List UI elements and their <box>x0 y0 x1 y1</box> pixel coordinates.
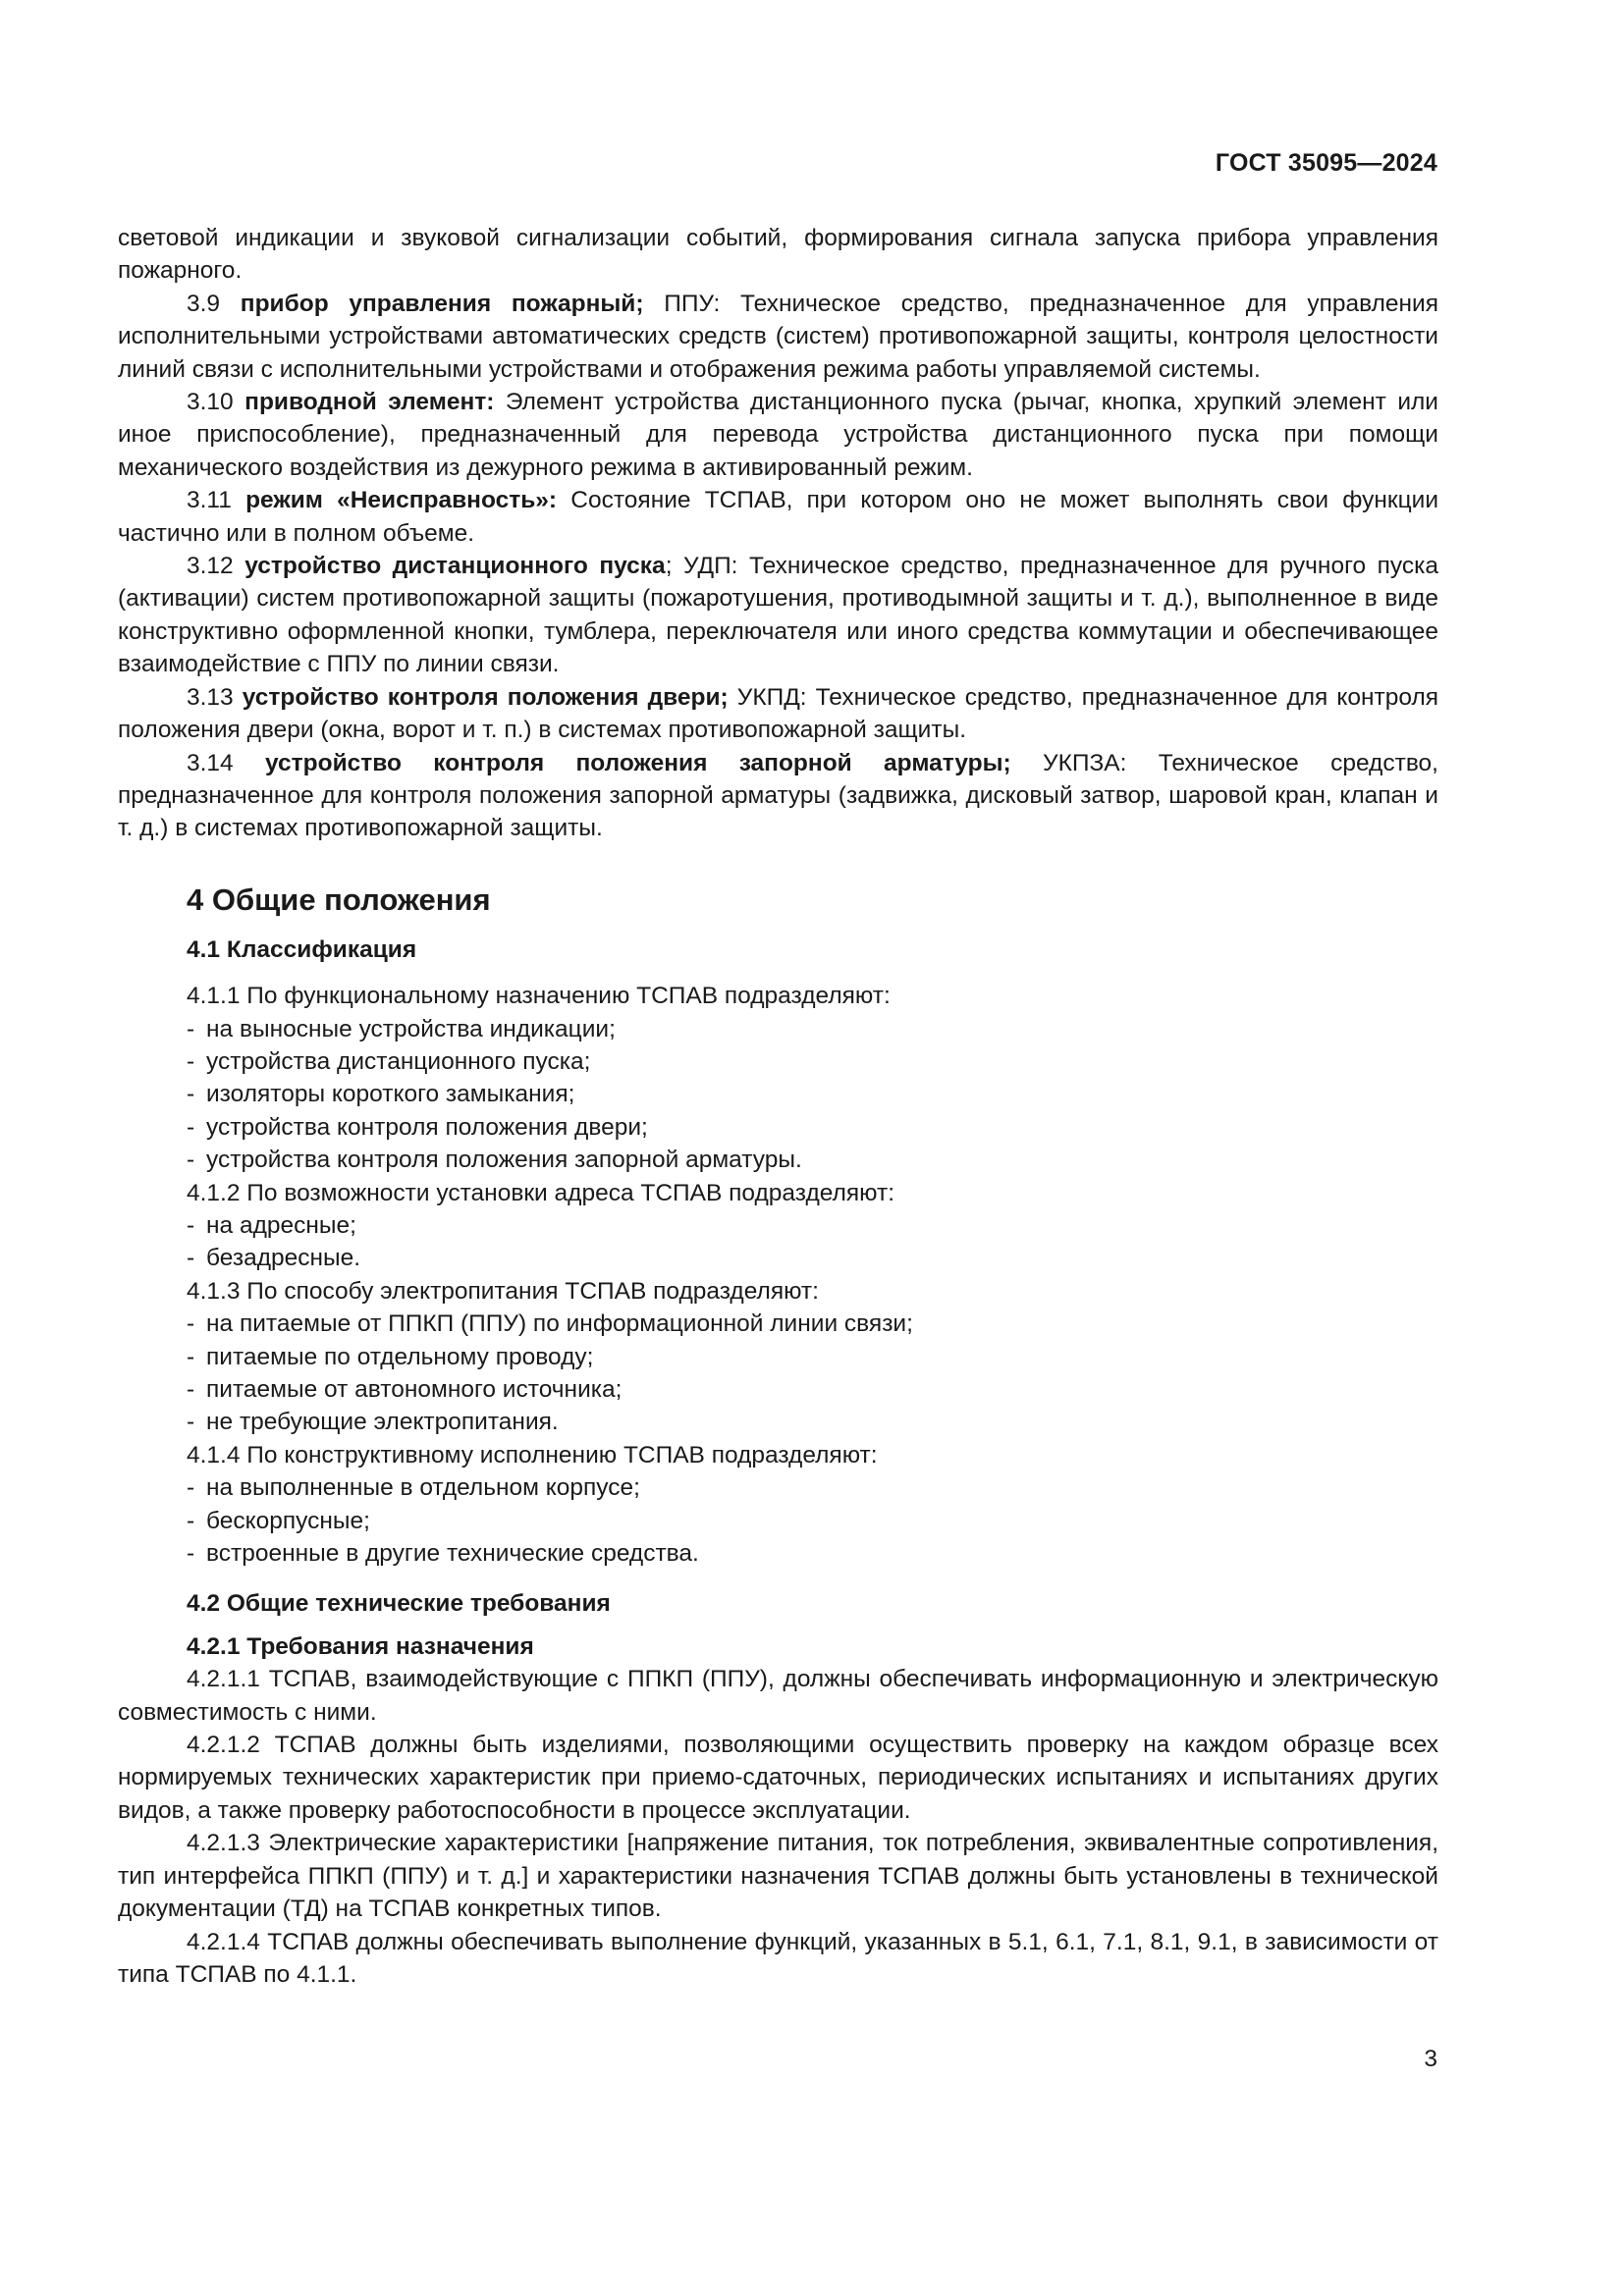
list-dash: - <box>187 1147 195 1174</box>
list-item-text: бескорпусные; <box>206 1507 370 1534</box>
term-number: 3.10 <box>187 389 234 416</box>
list-item-text: питаемые от автономного источника; <box>206 1376 623 1403</box>
classification-intro: 4.1.1 По функциональному назначению ТСПАВ подразделяют: <box>187 983 891 1010</box>
list-dash: - <box>187 1376 195 1403</box>
list-item-text: безадресные. <box>206 1245 361 1272</box>
list-item-text: устройства контроля положения двери; <box>206 1113 648 1141</box>
intro-line: световой индикации и звуковой сигнализации событий, формирования сигнала запуска прибора управления пожарного. <box>118 225 1438 285</box>
list-item <box>187 1537 1438 1570</box>
list-dash: - <box>187 1540 195 1568</box>
list-item <box>187 1308 1438 1340</box>
term-definition <box>118 386 1438 484</box>
term-text: ; УДП: Техническое средство, предназначенное для ручного пуска (активации) систем противопожарной защиты (пожаротушения, противодымной защиты и т. д.), выполненное в виде конструктивно оформленной кнопки, тумблера, переключателя или иного средства коммутации и обеспечивающее взаимодействие с ППУ по линии связи. <box>118 553 1438 678</box>
list-dash: - <box>187 1081 195 1108</box>
list-item <box>187 1045 1438 1078</box>
classification-groups <box>118 980 1438 1570</box>
list-item-text: на выполненные в отдельном корпусе; <box>206 1474 640 1502</box>
list-item <box>187 1111 1438 1144</box>
term-number: 3.9 <box>187 290 221 317</box>
list-item-text: питаемые по отдельному проводу; <box>206 1343 594 1370</box>
page-content <box>118 222 1438 1991</box>
list-dash: - <box>187 1015 195 1042</box>
term-number: 3.12 <box>187 553 234 580</box>
term-text: УКПЗА: Техническое средство, предназначенное для контроля положения запорной арматуры (задвижка, дисковый затвор, шаровой кран, клапан и т. д.) в системах противопожарной защиты. <box>118 749 1438 842</box>
list-item-text: на выносные устройства индикации; <box>206 1015 616 1042</box>
term-number: 3.14 <box>187 749 234 776</box>
term-text: Состояние ТСПАВ, при котором оно не может выполнять свои функции частично или в полном объеме. <box>118 487 1439 547</box>
subsection-4-1-title: 4.1 Классификация <box>187 935 417 963</box>
term-definition <box>118 747 1438 845</box>
list-dash: - <box>187 1310 195 1338</box>
term-text: Элемент устройства дистанционного пуска (рычаг, кнопка, хрупкий элемент или иное приспособление), предназначенный для перевода устройства дистанционного пуска при помощи механического воздействия из дежурного режима в активированный режим. <box>118 389 1438 481</box>
list-item-text: на адресные; <box>206 1211 356 1239</box>
list-item <box>187 1471 1438 1504</box>
list-dash: - <box>187 1245 195 1272</box>
list-dash: - <box>187 1211 195 1239</box>
requirement-paragraph: 4.2.1.3 Электрические характеристики [напряжение питания, ток потребления, эквивалентные сопротивления, тип интерфейса ППКП (ППУ) и т. д.] и характеристики назначения ТСПАВ должны быть установлены в технической документации (ТД) на ТСПАВ конкретных типов. <box>118 1830 1438 1923</box>
classification-intro: 4.1.4 По конструктивному исполнению ТСПАВ подразделяют: <box>187 1441 878 1468</box>
requirements-paragraphs <box>118 1663 1438 1991</box>
standard-header: ГОСТ 35095—2024 <box>1215 149 1437 177</box>
list-item-text: устройства контроля положения запорной арматуры. <box>206 1147 802 1174</box>
term-name: устройство контроля положения запорной арматуры; <box>265 749 1011 776</box>
term-name: приводной элемент: <box>244 389 495 416</box>
term-definition <box>118 681 1438 747</box>
list-dash: - <box>187 1047 195 1075</box>
term-definition <box>118 550 1438 681</box>
term-definition <box>118 288 1438 386</box>
list-item-text: изоляторы короткого замыкания; <box>206 1081 575 1108</box>
terms-list <box>118 288 1438 845</box>
section-4-title: 4 Общие положения <box>187 881 491 917</box>
classification-intro: 4.1.2 По возможности установки адреса ТСПАВ подразделяют: <box>187 1179 895 1206</box>
list-dash: - <box>187 1409 195 1436</box>
requirement-paragraph: 4.2.1.2 ТСПАВ должны быть изделиями, позволяющими осуществить проверку на каждом образце всех нормируемых технических характеристик при приемо-сдаточных, периодических испытаниях и испытаниях других видов, а также проверку работоспособности в процессе эксплуатации. <box>118 1732 1438 1824</box>
list-dash: - <box>187 1113 195 1141</box>
list-item-text: не требующие электропитания. <box>206 1409 559 1436</box>
list-item <box>187 1341 1438 1373</box>
list-item-text: устройства дистанционного пуска; <box>206 1047 591 1075</box>
page-number: 3 <box>1424 2046 1437 2072</box>
list-dash: - <box>187 1343 195 1370</box>
list-item-text: встроенные в другие технические средства. <box>206 1540 699 1568</box>
term-name: режим «Неисправность»: <box>245 487 558 514</box>
list-item <box>187 1209 1438 1242</box>
term-number: 3.11 <box>187 487 232 514</box>
term-name: прибор управления пожарный; <box>240 290 644 317</box>
list-item <box>187 1505 1438 1537</box>
classification-intro: 4.1.3 По способу электропитания ТСПАВ подразделяют: <box>187 1277 819 1305</box>
term-name: устройство контроля положения двери; <box>242 683 729 711</box>
term-text: УКПД: Техническое средство, предназначенное для контроля положения двери (окна, ворот и т. п.) в системах противопожарной защиты. <box>118 683 1439 744</box>
list-dash: - <box>187 1507 195 1534</box>
term-number: 3.13 <box>187 683 234 711</box>
requirement-paragraph: 4.2.1.1 ТСПАВ, взаимодействующие с ППКП (ППУ), должны обеспечивать информационную и электрическую совместимость с ними. <box>118 1666 1438 1726</box>
term-name: устройство дистанционного пуска <box>244 553 666 580</box>
subsection-4-2-1-title: 4.2.1 Требования назначения <box>187 1632 534 1660</box>
list-item <box>187 1144 1438 1176</box>
list-item-text: на питаемые от ППКП (ППУ) по информационной линии связи; <box>206 1310 913 1338</box>
list-item <box>187 1373 1438 1406</box>
requirement-paragraph: 4.2.1.4 ТСПАВ должны обеспечивать выполнение функций, указанных в 5.1, 6.1, 7.1, 8.1, 9.1, в зависимости от типа ТСПАВ по 4.1.1. <box>118 1928 1438 1988</box>
subsection-4-2-title: 4.2 Общие технические требования <box>187 1590 611 1618</box>
list-item <box>187 1013 1438 1045</box>
term-definition <box>118 484 1438 550</box>
list-item <box>187 1406 1438 1438</box>
list-item <box>187 1242 1438 1274</box>
term-text: ППУ: Техническое средство, предназначенное для управления исполнительными устройствами автоматических средств (систем) противопожарной защиты, контроля целостности линий связи с исполнительными устройствами и отображения режима работы управляемой системы. <box>118 290 1438 383</box>
list-item <box>187 1078 1438 1110</box>
list-dash: - <box>187 1474 195 1502</box>
